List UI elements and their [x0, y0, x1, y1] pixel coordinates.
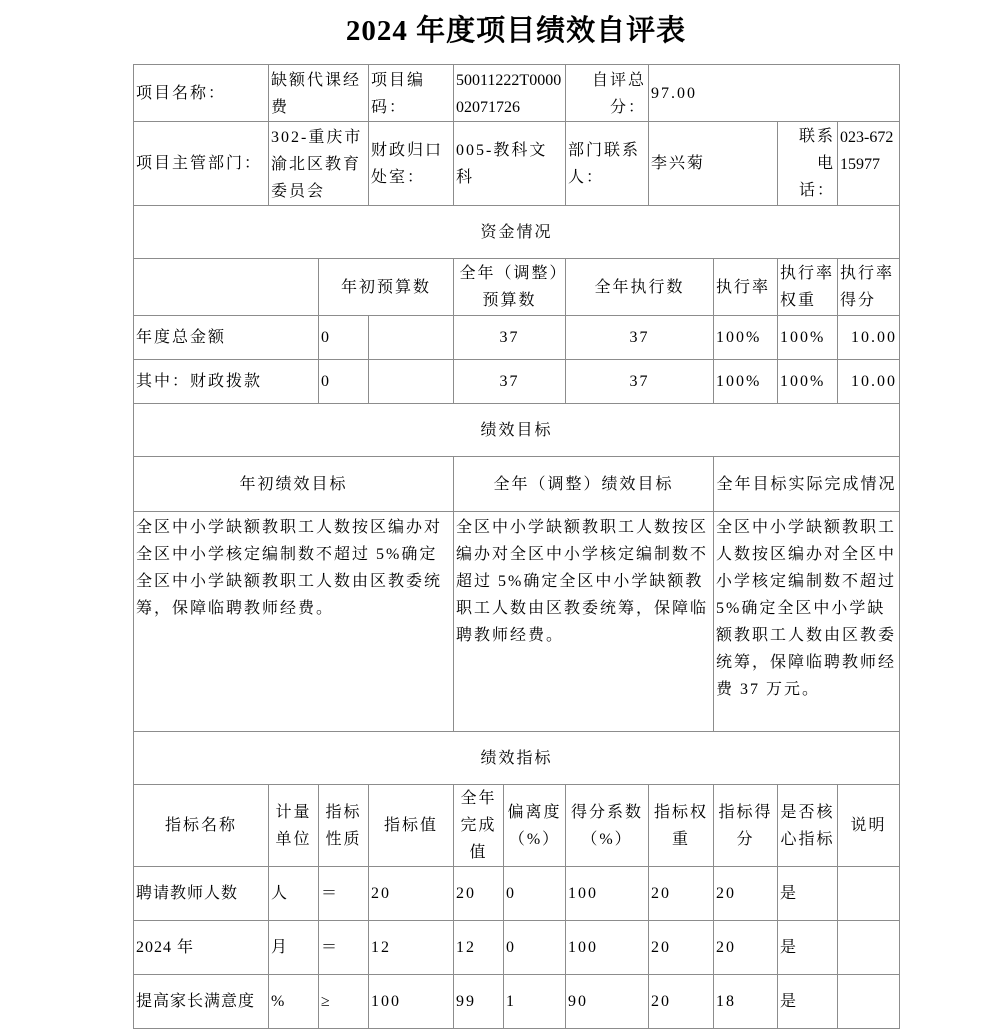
indicator-header: 计量单位: [269, 785, 319, 867]
indicator-header: 说明: [838, 785, 900, 867]
indicator-header: 指标值: [369, 785, 454, 867]
phone-label: 联系电话：: [778, 122, 838, 206]
dept-label: 项目主管部门：: [134, 122, 269, 206]
indicators-section-title: 绩效指标: [134, 732, 900, 785]
score-label: 自评总分：: [566, 65, 649, 122]
indicator-header: 偏离度（%）: [504, 785, 566, 867]
indicator-cell: ＝: [319, 921, 369, 975]
indicator-header: 全年完成值: [454, 785, 504, 867]
indicator-cell: 100: [566, 867, 649, 921]
indicator-cell: ＝: [319, 867, 369, 921]
goal-adjusted: 全区中小学缺额教职工人数按区编办对全区中小学核定编制数不超过 5%确定全区中小学缺额教职工人数由区教委统筹，保障临聘教师经费。: [454, 512, 714, 732]
indicator-cell: 20: [369, 867, 454, 921]
goals-header: 全年目标实际完成情况: [714, 457, 900, 512]
indicator-cell: 100: [369, 975, 454, 1029]
funds-header: 执行率权重: [778, 259, 838, 316]
office-label: 财政归口处室：: [369, 122, 454, 206]
indicator-cell: 100: [566, 921, 649, 975]
indicator-cell: 20: [714, 921, 778, 975]
funds-header-row: [134, 259, 900, 316]
indicator-row: [134, 867, 900, 921]
indicator-row: [134, 921, 900, 975]
funds-row: [134, 360, 900, 404]
indicator-cell: 是: [778, 921, 838, 975]
funds-blank: [369, 316, 454, 360]
funds-executed: 37: [566, 360, 714, 404]
indicator-cell: 提高家长满意度: [134, 975, 269, 1029]
indicator-cell: 2024 年: [134, 921, 269, 975]
indicator-header: 得分系数（%）: [566, 785, 649, 867]
indicator-cell: 0: [504, 867, 566, 921]
goals-header: 年初绩效目标: [134, 457, 454, 512]
funds-score: 10.00: [838, 360, 900, 404]
office: 005-教科文科: [454, 122, 566, 206]
funds-blank: [369, 360, 454, 404]
funds-header: 年初预算数: [319, 259, 454, 316]
funds-row: [134, 316, 900, 360]
indicator-header: 指标性质: [319, 785, 369, 867]
indicator-cell: 20: [649, 975, 714, 1029]
indicator-cell: 99: [454, 975, 504, 1029]
indicator-cell: 20: [649, 921, 714, 975]
funds-label: 其中：财政拨款: [134, 360, 319, 404]
indicator-cell: 1: [504, 975, 566, 1029]
indicator-cell: [838, 975, 900, 1029]
indicator-cell: 是: [778, 975, 838, 1029]
funds-executed: 37: [566, 316, 714, 360]
funds-header: [134, 259, 319, 316]
funds-adjusted: 37: [454, 316, 566, 360]
funds-initial: 0: [319, 316, 369, 360]
indicator-cell: 90: [566, 975, 649, 1029]
funds-header: 执行率: [714, 259, 778, 316]
department-row: [134, 122, 900, 206]
phone: 023-67215977: [838, 122, 900, 206]
indicator-header: 是否核心指标: [778, 785, 838, 867]
indicator-cell: 20: [649, 867, 714, 921]
indicator-cell: [838, 921, 900, 975]
contact: 李兴菊: [649, 122, 778, 206]
indicator-cell: 18: [714, 975, 778, 1029]
indicator-cell: 0: [504, 921, 566, 975]
funds-weight: 100%: [778, 316, 838, 360]
indicator-cell: [838, 867, 900, 921]
evaluation-table: [133, 64, 900, 1029]
funds-score: 10.00: [838, 316, 900, 360]
contact-label: 部门联系人：: [566, 122, 649, 206]
indicator-header: 指标得分: [714, 785, 778, 867]
indicator-cell: %: [269, 975, 319, 1029]
funds-initial: 0: [319, 360, 369, 404]
goal-initial: 全区中小学缺额教职工人数按区编办对全区中小学核定编制数不超过 5%确定全区中小学缺额教职工人数由区教委统筹，保障临聘教师经费。: [134, 512, 454, 732]
goals-header: 全年（调整）绩效目标: [454, 457, 714, 512]
page-title: 2024 年度项目绩效自评表: [345, 15, 687, 47]
project-code: 50011222T000002071726: [454, 65, 566, 122]
goals-row: [134, 512, 900, 732]
funds-weight: 100%: [778, 360, 838, 404]
goals-header-row: [134, 457, 900, 512]
funds-rate: 100%: [714, 360, 778, 404]
name-label: 项目名称：: [134, 65, 269, 122]
funds-header: 全年（调整）预算数: [454, 259, 566, 316]
indicator-cell: 20: [714, 867, 778, 921]
funds-adjusted: 37: [454, 360, 566, 404]
funds-header: 执行率得分: [838, 259, 900, 316]
department: 302-重庆市渝北区教育委员会: [269, 122, 369, 206]
total-score: 97.00: [649, 65, 900, 122]
funds-header: 全年执行数: [566, 259, 714, 316]
indicators-header-row: [134, 785, 900, 867]
indicator-cell: 是: [778, 867, 838, 921]
project-name-row: [134, 65, 900, 122]
indicator-cell: 月: [269, 921, 319, 975]
funds-section-title: 资金情况: [134, 206, 900, 259]
indicator-cell: 20: [454, 867, 504, 921]
indicator-header: 指标名称: [134, 785, 269, 867]
funds-rate: 100%: [714, 316, 778, 360]
goals-section-title: 绩效目标: [134, 404, 900, 457]
indicator-cell: 12: [454, 921, 504, 975]
goal-actual: 全区中小学缺额教职工人数按区编办对全区中小学核定编制数不超过 5%确定全区中小学缺额教职工人数由区教委统筹，保障临聘教师经费 37 万元。: [714, 512, 900, 732]
indicator-header: 指标权重: [649, 785, 714, 867]
indicator-row: [134, 975, 900, 1029]
indicator-cell: ≥: [319, 975, 369, 1029]
funds-label: 年度总金额: [134, 316, 319, 360]
code-label: 项目编码：: [369, 65, 454, 122]
project-name: 缺额代课经费: [269, 65, 369, 122]
indicator-cell: 12: [369, 921, 454, 975]
indicator-cell: 人: [269, 867, 319, 921]
indicator-cell: 聘请教师人数: [134, 867, 269, 921]
